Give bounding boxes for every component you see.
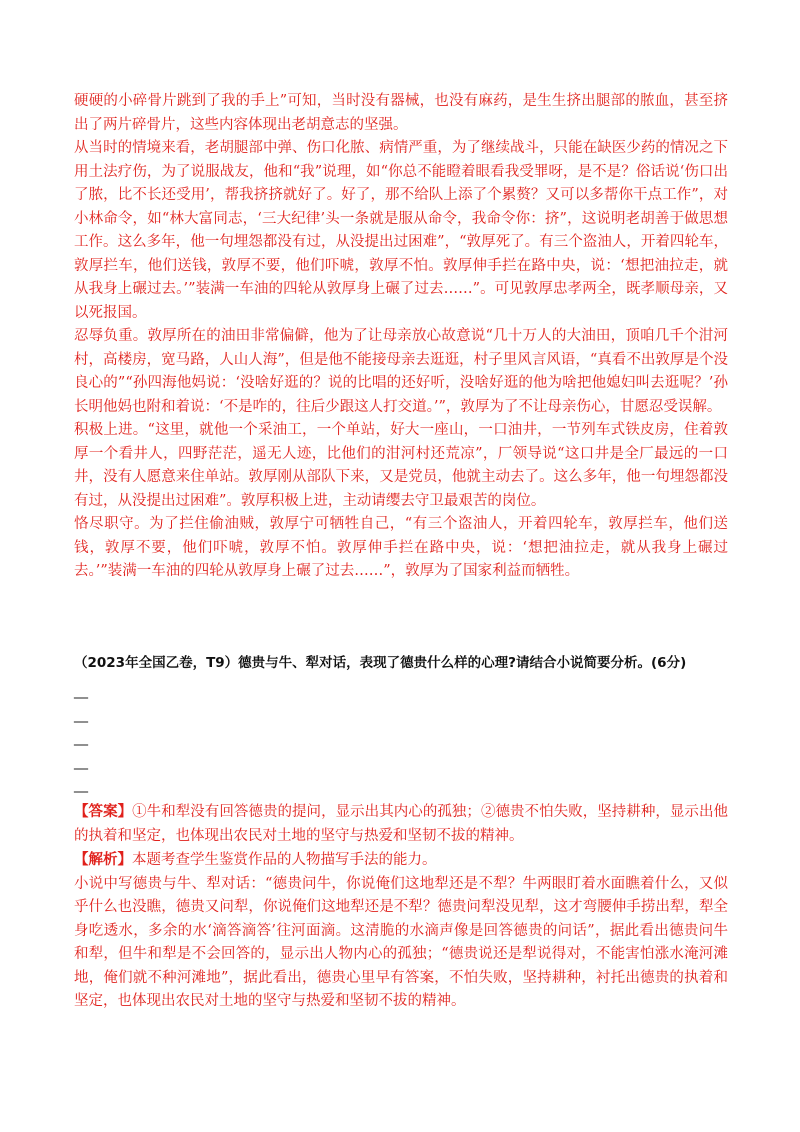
blank-line: __ [74,777,88,793]
answer-blank-lines [74,680,88,798]
analysis-intro: 本题考查学生鉴赏作品的人物描写手法的能力。 [132,852,437,868]
analysis-text: 小说中写德贵与牛、犁对话：“德贵问牛，你说俺们这地犁还是不犁？牛两眼盯着水面瞧着什么，又似乎什么也没瞧，德贵又问犁，你说俺们这地犁还是不犁？德贵问犁没见犁，这才弯腰伸手捞出犁，犁全身吃透水，多余的水‘滴答滴答’往河面滴。这清脆的水滴声像是回答德贵的问话”，据此看出德贵问牛和犁，但牛和犁是不会回答的，显示出人物内心的孤独；“德贵说还是犁说得对，不能害怕涨水淹河滩地，俺们就不种河滩地”，据此看出，德贵心里早有答案，不怕失败，坚持耕种，衬托出德贵的执着和坚定，也体现出农民对土地的坚守与热爱和坚韧不拔的精神。 [74,875,728,1009]
passage-paragraph: 从当时的情境来看，老胡腿部中弹、伤口化脓、病情严重，为了继续战斗，只能在缺医少药的情况之下用土法疗伤，为了说服战友，他和“我”说理，如“你总不能瞪着眼看我受罪呀，是不是？俗话说‘伤口出了脓，比不长还受用’，帮我挤挤就好了。好了，那不给队上添了个累赘？又可以多帮你干点工作”，对小林命令，如“林大富同志，‘三大纪律’头一条就是服从命令，我命令你：挤”，这说明老胡善于做思想工作。这么多年，他一句埋怨都没有过，从没提出过困难”，“敦厚死了。有三个盗油人，开着四轮车，敦厚拦车，他们送钱，敦厚不要，他们吓唬，敦厚不怕。敦厚伸手拦在路中央，说：‘想把油拉走，就从我身上碾过去。’”装满一车油的四轮从敦厚身上碾了过去……”。可见敦厚忠孝两全，既孝顺母亲，又以死报国。 [74,140,728,321]
blank-line: __ [74,683,88,699]
blank-line: __ [74,730,88,746]
analysis-tag: 【解析】 [74,851,132,868]
answer-tag: 【答案】 [74,803,133,820]
passage-paragraph: 忍辱负重。敦厚所在的油田非常偏僻，他为了让母亲放心故意说“几十万人的大油田，顶咱几千个泔河村，高楼房，宽马路，人山人海”，但是他不能接母亲去逛逛，村子里风言风语，“真看不出敦厚是个没良心的”“孙四海他妈说：‘没啥好逛的？说的比唱的还好听，没啥好逛的他为啥把他媳妇叫去逛呢？’孙长明他妈也附和着说：‘不是咋的，往后少跟这人打交道。’”，敦厚为了不让母亲伤心，甘愿忍受误解。 [74,328,728,415]
passage-paragraph: 硬硬的小碎骨片跳到了我的手上”可知，当时没有器械，也没有麻药，是生生挤出腿部的脓血，甚至挤出了两片碎骨片，这些内容体现出老胡意志的坚强。 [74,93,728,133]
answer-section [74,800,728,1014]
answer-text: ①牛和犁没有回答德贵的提问，显示出其内心的孤独；②德贵不怕失败，坚持耕种，显示出他的执着和坚定，也体现出农民对土地的坚守与热爱和坚韧不拔的精神。 [74,804,729,844]
question-heading: （2023年全国乙卷，T9）德贵与牛、犁对话，表现了德贵什么样的心理?请结合小说简要分析。(6分) [74,655,687,671]
analysis-paragraph [74,848,728,873]
answer-paragraph [74,800,728,848]
passage-paragraph: 积极上进。“这里，就他一个采油工，一个单站，好大一座山，一口油井，一节列车式铁皮房，住着敦厚一个看井人，四野茫茫，遥无人迹，比他们的泔河村还荒凉”，厂领导说“这口井是全厂最远的一口井，没有人愿意来住单站。敦厚刚从部队下来，又是党员，他就主动去了。这么多年，他一句埋怨都没有过，从没提出过困难”。敦厚积极上进，主动请缨去守卫最艰苦的岗位。 [74,422,728,509]
passage-analysis [74,90,728,584]
passage-paragraph: 恪尽职守。为了拦住偷油贼，敦厚宁可牺牲自己，“有三个盗油人，开着四轮车，敦厚拦车，他们送钱，敦厚不要，他们吓唬，敦厚不怕。敦厚伸手拦在路中央，说：‘想把油拉走，就从我身上碾过去。’”装满一车油的四轮从敦厚身上碾了过去……”，敦厚为了国家利益而牺牲。 [74,516,728,579]
blank-line: __ [74,753,88,770]
blank-line: __ [74,706,88,723]
